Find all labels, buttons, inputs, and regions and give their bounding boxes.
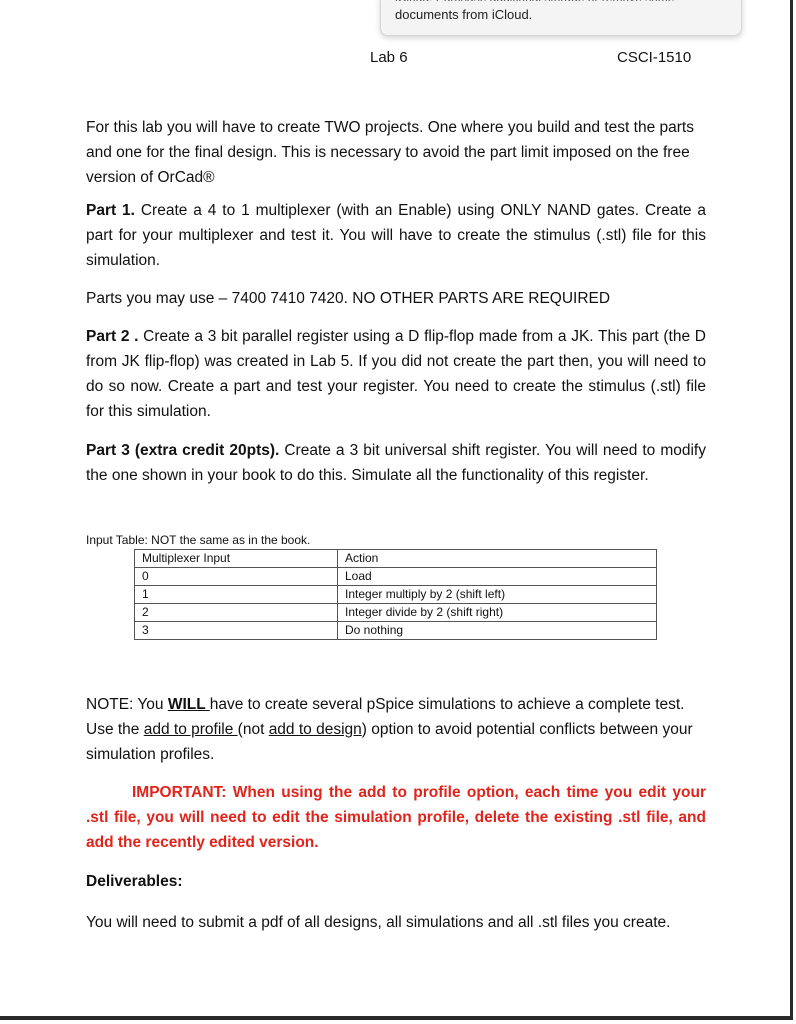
table-cell: 2	[135, 604, 338, 622]
table-cell: 0	[135, 568, 338, 586]
part2-label: Part 2 .	[86, 328, 139, 345]
table-cell: 1	[135, 586, 338, 604]
table-cell: Integer multiply by 2 (shift left)	[338, 586, 657, 604]
note-text-a: NOTE: You	[86, 696, 168, 713]
note-add-to-design: add to design	[268, 721, 362, 738]
input-table	[134, 549, 657, 640]
table-header-row	[135, 550, 657, 568]
part1-paragraph	[86, 198, 706, 273]
note-text-b: have to create several pSpice simulations to achieve a complete test. Use the	[86, 696, 685, 738]
important-paragraph: IMPORTANT: When using the add to profile option, each time you edit your .stl file, you will need to edit the simulation profile, delete the existing .stl file, and add the recently edited version.	[86, 784, 706, 851]
header-lab: Lab 6	[370, 49, 408, 66]
table-cell: Do nothing	[338, 622, 657, 640]
part2-text: Create a 3 bit parallel register using a D flip-flop made from a JK. This part (the D from JK flip-flop) was created in Lab 5. If you did not create the part then, you will need to do so now. Create a part and test your register. You need to create the stimulus (.stl) file for this simulation.	[86, 328, 706, 420]
deliverables-text: You will need to submit a pdf of all designs, all simulations and all .stl files you create.	[86, 914, 671, 931]
note-add-to-profile: add to profile	[143, 721, 238, 738]
table-cell: 3	[135, 622, 338, 640]
icloud-notification[interactable]	[380, 0, 742, 36]
table-caption: Input Table: NOT the same as in the book.	[86, 533, 311, 547]
part1-label: Part 1.	[86, 202, 135, 219]
parts-line: Parts you may use – 7400 7410 7420. NO OTHER PARTS ARE REQUIRED	[86, 290, 611, 307]
table-header-cell: Multiplexer Input	[135, 550, 338, 568]
header-course: CSCI-1510	[617, 49, 692, 66]
note-text-d: ) option to avoid potential conflicts between your simulation profiles.	[86, 721, 693, 763]
table-row	[135, 604, 657, 622]
note-paragraph	[86, 692, 706, 767]
notification-clipped-text	[395, 0, 674, 1]
note-will: WILL	[167, 696, 210, 713]
part3-text: Create a 3 bit universal shift register. You will need to modify the one shown in your book to do this. Simulate all the functionality of this register.	[86, 442, 706, 484]
table-cell: Integer divide by 2 (shift right)	[338, 604, 657, 622]
note-text-c: (not	[237, 721, 269, 738]
table-row	[135, 586, 657, 604]
table-row	[135, 568, 657, 586]
part3-paragraph	[86, 438, 706, 488]
table-row	[135, 622, 657, 640]
intro-paragraph: For this lab you will have to create TWO projects. One where you build and test the parts and one for the final design. This is necessary to avoid the part limit imposed on the free version of OrCad®	[86, 119, 694, 186]
table-cell: Load	[338, 568, 657, 586]
part1-text: Create a 4 to 1 multiplexer (with an Enable) using ONLY NAND gates. Create a part for your multiplexer and test it. You will have to create the stimulus (.stl) file for this simulation.	[86, 202, 706, 269]
table-header-cell: Action	[338, 550, 657, 568]
notification-message: documents from iCloud.	[395, 7, 533, 22]
part3-label: Part 3 (extra credit 20pts).	[86, 442, 280, 459]
part2-paragraph	[86, 324, 706, 424]
deliverables-heading: Deliverables:	[86, 873, 183, 890]
